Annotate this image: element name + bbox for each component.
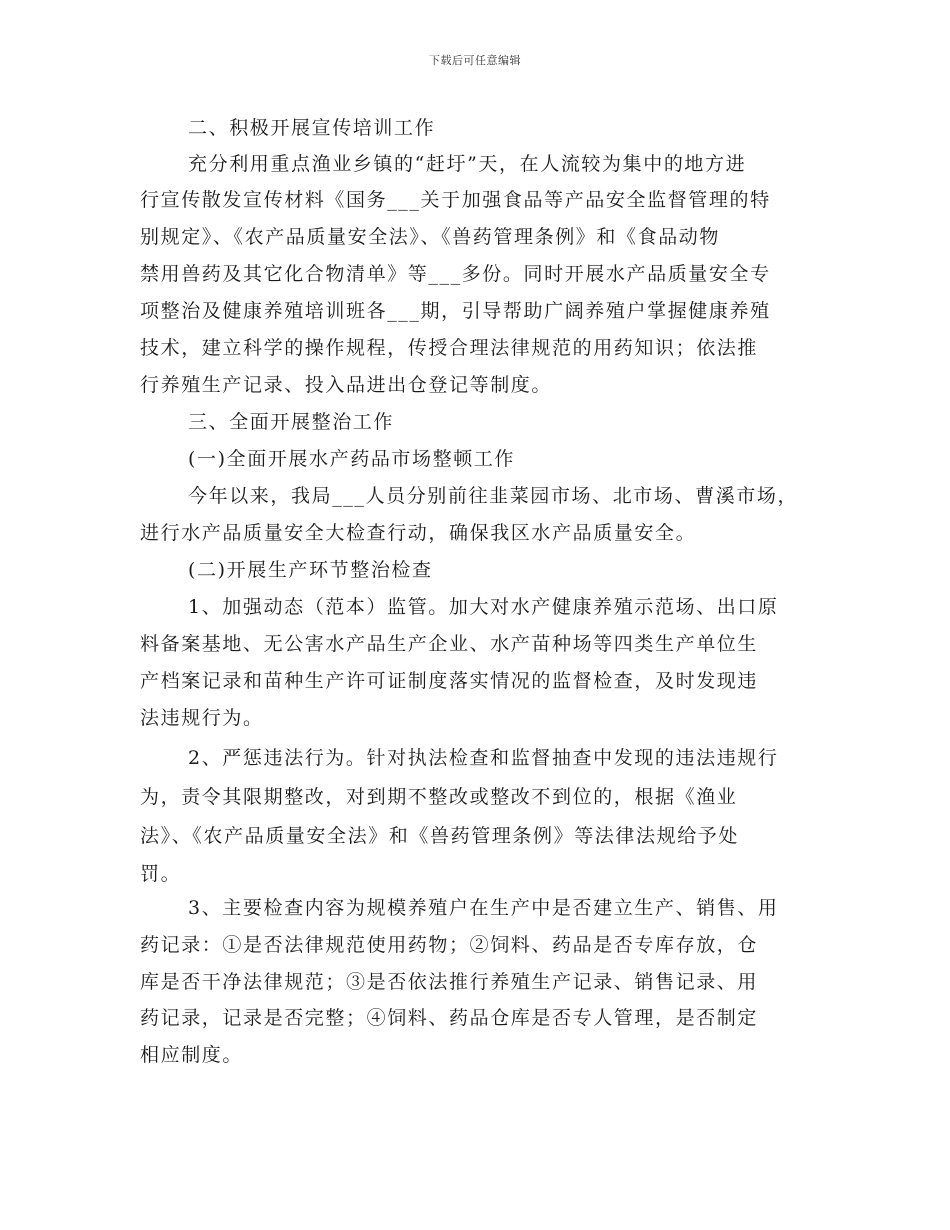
paragraph-line: 行宣传散发宣传材料《国务___关于加强食品等产品安全监督管理的特 xyxy=(140,189,771,211)
paragraph-line: 法违规行为。 xyxy=(140,707,264,729)
paragraph-line: 1、加强动态（范本）监管。加大对水产健康养殖示范场、出口原 xyxy=(188,596,779,618)
page-header: 下载后可任意编辑 xyxy=(429,54,521,67)
section-heading-3: 三、全面开展整治工作 xyxy=(188,411,395,433)
paragraph-line: 库是否干净法律规范；③是否依法推行养殖生产记录、销售记录、用 xyxy=(140,971,759,993)
paragraph-line: 项整治及健康养殖培训班各___期，引导帮助广阔养殖户掌握健康养殖 xyxy=(140,300,771,322)
paragraph-line: 充分利用重点渔业乡镇的“赶圩”天，在人流较为集中的地方进 xyxy=(188,153,747,175)
paragraph-line: 进行水产品质量安全大检查行动，确保我区水产品质量安全。 xyxy=(140,522,697,544)
paragraph-line: 禁用兽药及其它化合物清单》等___多份。同时开展水产品质量安全专 xyxy=(140,263,771,285)
paragraph-line: 技术，建立科学的操作规程，传授合理法律规范的用药知识；依法推 xyxy=(140,337,759,359)
paragraph-line: 2、严惩违法行为。针对执法检查和监督抽查中发现的违法违规行 xyxy=(188,747,779,769)
paragraph-line: 相应制度。 xyxy=(140,1044,244,1066)
paragraph-line: 为，责令其限期整改，对到期不整改或整改不到位的，根据《渔业 xyxy=(140,786,738,808)
paragraph-line: 行养殖生产记录、投入品进出仓登记等制度。 xyxy=(140,374,553,396)
paragraph-line: 今年以来，我局___人员分别前往韭菜园市场、北市场、曹溪市场， xyxy=(188,485,799,507)
section-heading-2: 二、积极开展宣传培训工作 xyxy=(188,117,436,139)
paragraph-line: 产档案记录和苗种生产许可证制度落实情况的监督检查，及时发现违 xyxy=(140,670,759,692)
subsection-heading-1: (一)全面开展水产药品市场整顿工作 xyxy=(188,448,516,470)
paragraph-line: 别规定》、《农产品质量安全法》、《兽药管理条例》和《食品动物 xyxy=(140,226,721,248)
paragraph-line: 料备案基地、无公害水产品生产企业、水产苗种场等四类生产单位生 xyxy=(140,633,759,655)
paragraph-line: 药记录：①是否法律规范使用药物；②饲料、药品是否专库存放，仓 xyxy=(140,934,759,956)
paragraph-line: 药记录，记录是否完整；④饲料、药品仓库是否专人管理，是否制定 xyxy=(140,1007,759,1029)
subsection-heading-2: (二)开展生产环节整治检查 xyxy=(188,559,433,581)
paragraph-line: 法》、《农产品质量安全法》和《兽药管理条例》等法律法规给予处 xyxy=(140,825,740,847)
paragraph-line: 罚。 xyxy=(140,863,182,885)
paragraph-line: 3、主要检查内容为规模养殖户在生产中是否建立生产、销售、用 xyxy=(188,897,779,919)
